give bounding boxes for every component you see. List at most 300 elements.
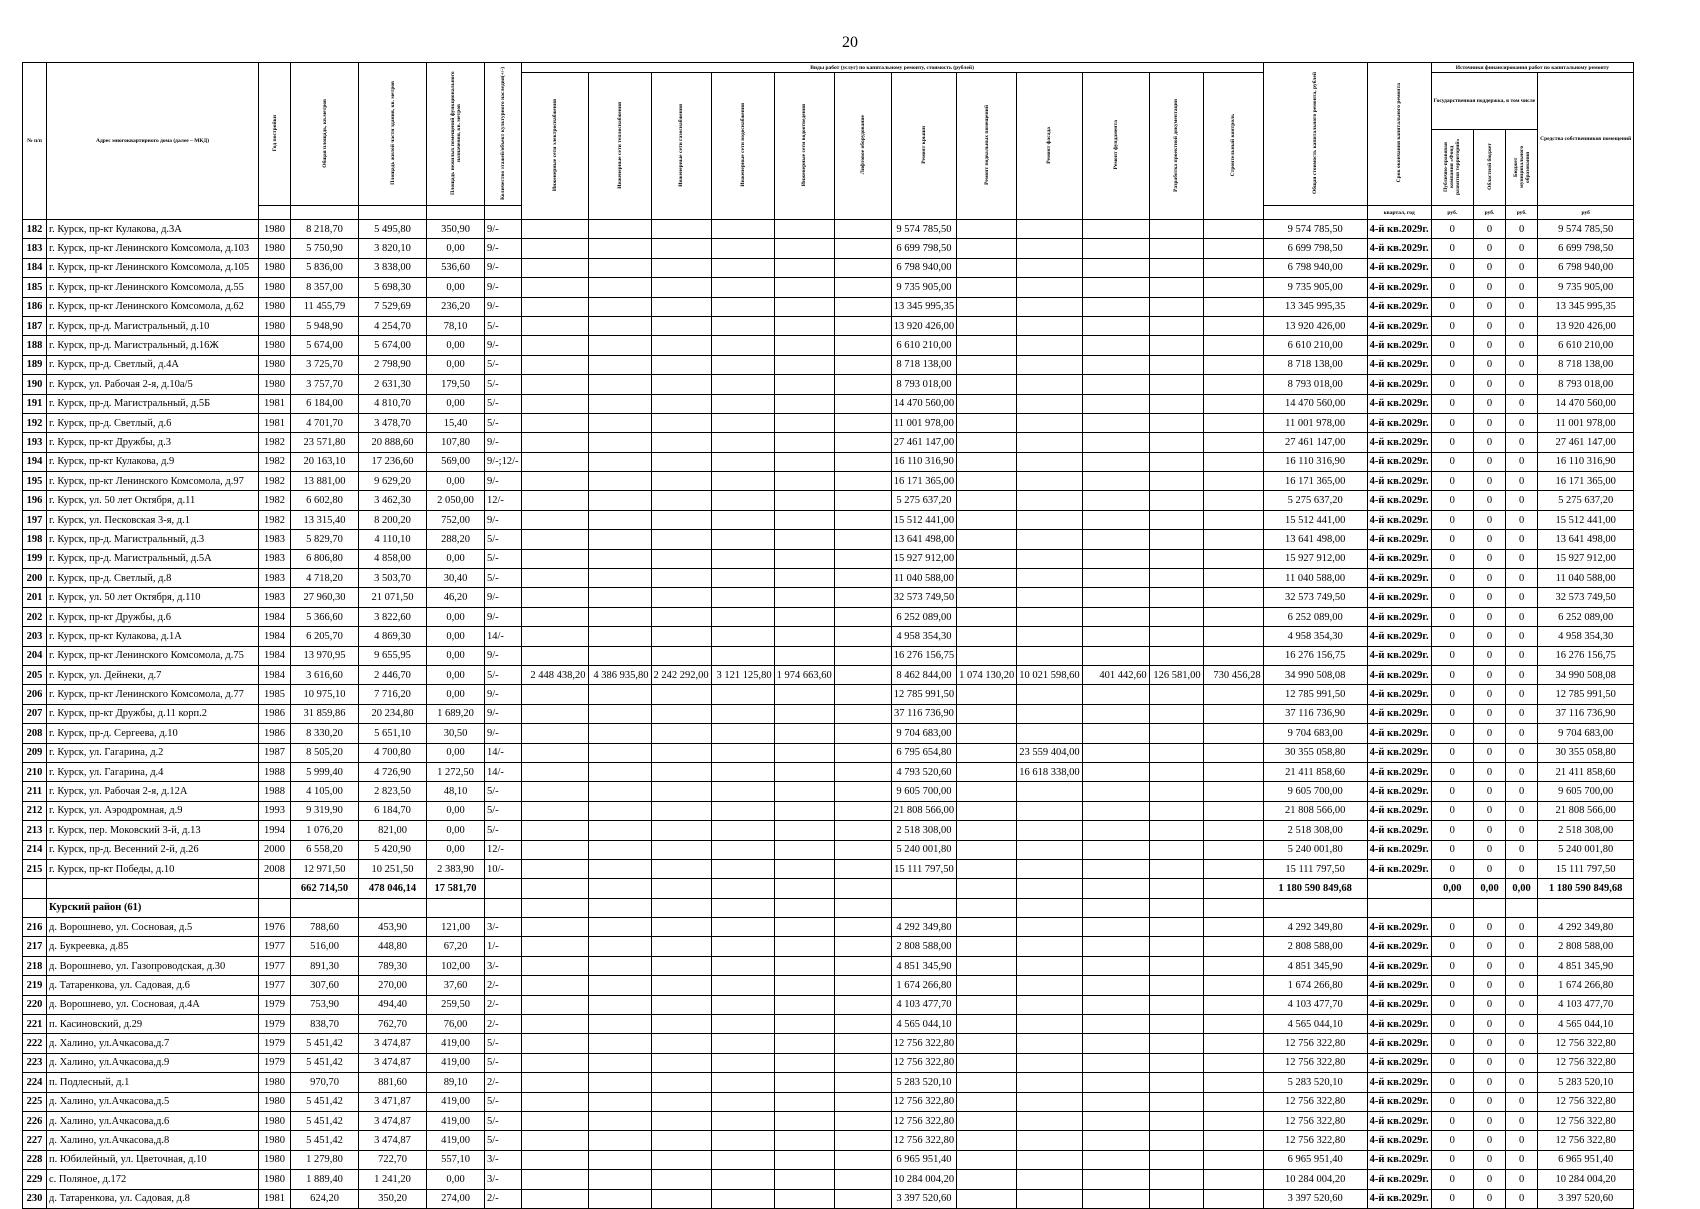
row-work-sewer bbox=[774, 646, 834, 665]
row-work-electric bbox=[521, 840, 588, 859]
row-nonres-area: 78,10 bbox=[427, 316, 485, 335]
row-nonres-area: 419,00 bbox=[427, 1053, 485, 1072]
totals-regional: 0,00 bbox=[1474, 879, 1506, 898]
row-work-basement bbox=[957, 1131, 1017, 1150]
row-deadline: 4-й кв.2029г. bbox=[1367, 549, 1431, 568]
row-fund: 0 bbox=[1431, 976, 1473, 995]
row-floors: 5/- bbox=[485, 1053, 522, 1072]
row-work-roof: 9 605 700,00 bbox=[891, 782, 956, 801]
row-nonres-area: 0,00 bbox=[427, 239, 485, 258]
row-owners: 3 397 520,60 bbox=[1538, 1189, 1634, 1208]
table-row bbox=[23, 588, 1634, 607]
row-work-foundation bbox=[1082, 297, 1149, 316]
row-address: г. Курск, пр-кт Кулакова, д.3А bbox=[47, 220, 259, 239]
row-work-roof: 4 793 520,60 bbox=[891, 762, 956, 781]
row-work-heat bbox=[588, 607, 651, 626]
row-number: 197 bbox=[23, 510, 47, 529]
row-regional: 0 bbox=[1474, 1053, 1506, 1072]
row-work-roof: 3 397 520,60 bbox=[891, 1189, 956, 1208]
row-work-roof: 11 040 588,00 bbox=[891, 569, 956, 588]
row-regional: 0 bbox=[1474, 452, 1506, 471]
row-nonres-area: 102,00 bbox=[427, 956, 485, 975]
row-work-facade bbox=[1017, 569, 1082, 588]
row-work-sewer bbox=[774, 1053, 834, 1072]
row-address: г. Курск, пр-кт Ленинского Комсомола, д.97 bbox=[47, 472, 259, 491]
row-living-area: 494,40 bbox=[359, 995, 427, 1014]
table-row bbox=[23, 956, 1634, 975]
row-total-area: 1 889,40 bbox=[291, 1170, 359, 1189]
row-work-elevator bbox=[834, 1189, 891, 1208]
row-work-water bbox=[711, 743, 774, 762]
row-work-control bbox=[1203, 1015, 1263, 1034]
row-fund: 0 bbox=[1431, 607, 1473, 626]
row-fund: 0 bbox=[1431, 530, 1473, 549]
row-work-gas bbox=[651, 743, 711, 762]
row-nonres-area: 274,00 bbox=[427, 1189, 485, 1208]
row-living-area: 3 820,10 bbox=[359, 239, 427, 258]
row-year: 1981 bbox=[259, 1189, 291, 1208]
row-total-area: 5 451,42 bbox=[291, 1092, 359, 1111]
row-floors: 9/-;12/- bbox=[485, 452, 522, 471]
row-living-area: 448,80 bbox=[359, 937, 427, 956]
row-total-cost: 10 284 004,20 bbox=[1263, 1170, 1367, 1189]
row-year: 1980 bbox=[259, 316, 291, 335]
row-work-sewer bbox=[774, 239, 834, 258]
header-work-elevator: Лифтовое оборудование bbox=[859, 115, 866, 175]
row-number: 228 bbox=[23, 1150, 47, 1169]
row-work-water bbox=[711, 394, 774, 413]
row-owners: 14 470 560,00 bbox=[1538, 394, 1634, 413]
row-work-facade bbox=[1017, 782, 1082, 801]
row-deadline: 4-й кв.2029г. bbox=[1367, 433, 1431, 452]
row-work-roof: 5 283 520,10 bbox=[891, 1073, 956, 1092]
row-total-area: 8 505,20 bbox=[291, 743, 359, 762]
row-work-roof: 6 610 210,00 bbox=[891, 336, 956, 355]
row-number: 199 bbox=[23, 549, 47, 568]
row-work-sewer bbox=[774, 491, 834, 510]
row-work-elevator bbox=[834, 549, 891, 568]
row-owners: 4 958 354,30 bbox=[1538, 627, 1634, 646]
row-number: 203 bbox=[23, 627, 47, 646]
row-work-foundation bbox=[1082, 1073, 1149, 1092]
row-regional: 0 bbox=[1474, 840, 1506, 859]
row-deadline: 4-й кв.2029г. bbox=[1367, 646, 1431, 665]
row-work-foundation: 401 442,60 bbox=[1082, 665, 1149, 684]
row-work-control bbox=[1203, 976, 1263, 995]
section-row bbox=[23, 898, 1634, 917]
row-work-sewer bbox=[774, 937, 834, 956]
table-row bbox=[23, 685, 1634, 704]
row-work-elevator bbox=[834, 394, 891, 413]
row-work-heat bbox=[588, 510, 651, 529]
row-total-area: 5 366,60 bbox=[291, 607, 359, 626]
row-total-cost: 9 704 683,00 bbox=[1263, 724, 1367, 743]
row-work-sewer bbox=[774, 956, 834, 975]
row-fund: 0 bbox=[1431, 297, 1473, 316]
row-work-sewer bbox=[774, 220, 834, 239]
row-total-area: 11 455,79 bbox=[291, 297, 359, 316]
row-work-sewer bbox=[774, 530, 834, 549]
row-owners: 15 512 441,00 bbox=[1538, 510, 1634, 529]
row-year: 1982 bbox=[259, 510, 291, 529]
row-work-control bbox=[1203, 278, 1263, 297]
row-municipal: 0 bbox=[1506, 336, 1538, 355]
row-work-facade bbox=[1017, 821, 1082, 840]
row-work-facade bbox=[1017, 394, 1082, 413]
header-cultural-object: Количество этажей/объект культурного наследия(+/-) bbox=[499, 66, 506, 200]
row-work-design bbox=[1149, 840, 1203, 859]
row-work-elevator bbox=[834, 646, 891, 665]
row-work-sewer bbox=[774, 1073, 834, 1092]
row-work-heat bbox=[588, 1073, 651, 1092]
row-deadline: 4-й кв.2029г. bbox=[1367, 976, 1431, 995]
row-owners: 12 756 322,80 bbox=[1538, 1053, 1634, 1072]
row-work-control bbox=[1203, 937, 1263, 956]
table-row bbox=[23, 510, 1634, 529]
row-work-facade bbox=[1017, 355, 1082, 374]
row-work-heat bbox=[588, 801, 651, 820]
header-owners: Средства собственников помещений bbox=[1538, 73, 1634, 206]
table-row bbox=[23, 762, 1634, 781]
row-year: 1983 bbox=[259, 549, 291, 568]
row-address: г. Курск, пр-кт Дружбы, д.3 bbox=[47, 433, 259, 452]
row-work-basement bbox=[957, 433, 1017, 452]
row-floors: 5/- bbox=[485, 821, 522, 840]
row-work-water bbox=[711, 937, 774, 956]
row-work-foundation bbox=[1082, 918, 1149, 937]
row-total-area: 8 357,00 bbox=[291, 278, 359, 297]
row-owners: 1 674 266,80 bbox=[1538, 976, 1634, 995]
row-work-roof: 13 920 426,00 bbox=[891, 316, 956, 335]
row-total-area: 12 971,50 bbox=[291, 859, 359, 878]
row-living-area: 5 674,00 bbox=[359, 336, 427, 355]
header-fund: Публично-правовая компания «Фонд развития территорий» bbox=[1443, 138, 1462, 195]
row-work-sewer bbox=[774, 821, 834, 840]
row-floors: 9/- bbox=[485, 297, 522, 316]
row-work-gas bbox=[651, 704, 711, 723]
row-address: г. Курск, пр-кт Победы, д.10 bbox=[47, 859, 259, 878]
row-fund: 0 bbox=[1431, 801, 1473, 820]
row-living-area: 1 241,20 bbox=[359, 1170, 427, 1189]
row-work-roof: 37 116 736,90 bbox=[891, 704, 956, 723]
row-total-cost: 6 798 940,00 bbox=[1263, 258, 1367, 277]
row-number: 207 bbox=[23, 704, 47, 723]
row-total-cost: 4 958 354,30 bbox=[1263, 627, 1367, 646]
row-living-area: 3 474,87 bbox=[359, 1131, 427, 1150]
row-work-basement bbox=[957, 375, 1017, 394]
row-work-water bbox=[711, 821, 774, 840]
row-work-basement bbox=[957, 1189, 1017, 1208]
row-work-electric bbox=[521, 646, 588, 665]
row-deadline: 4-й кв.2029г. bbox=[1367, 1053, 1431, 1072]
row-regional: 0 bbox=[1474, 607, 1506, 626]
row-address: г. Курск, пр-кт Ленинского Комсомола, д.103 bbox=[47, 239, 259, 258]
row-number: 182 bbox=[23, 220, 47, 239]
row-municipal: 0 bbox=[1506, 685, 1538, 704]
row-work-design bbox=[1149, 821, 1203, 840]
row-total-area: 5 451,42 bbox=[291, 1053, 359, 1072]
row-address: г. Курск, ул. Рабочая 2-я, д.10а/5 bbox=[47, 375, 259, 394]
row-work-design bbox=[1149, 220, 1203, 239]
row-municipal: 0 bbox=[1506, 433, 1538, 452]
row-fund: 0 bbox=[1431, 1131, 1473, 1150]
row-total-area: 5 999,40 bbox=[291, 762, 359, 781]
row-fund: 0 bbox=[1431, 491, 1473, 510]
row-work-facade bbox=[1017, 627, 1082, 646]
row-work-gas bbox=[651, 995, 711, 1014]
row-work-design bbox=[1149, 355, 1203, 374]
row-floors: 9/- bbox=[485, 724, 522, 743]
row-total-area: 5 836,00 bbox=[291, 258, 359, 277]
row-deadline: 4-й кв.2029г. bbox=[1367, 1111, 1431, 1130]
row-work-control bbox=[1203, 239, 1263, 258]
row-municipal: 0 bbox=[1506, 1189, 1538, 1208]
row-owners: 12 756 322,80 bbox=[1538, 1034, 1634, 1053]
row-work-design bbox=[1149, 239, 1203, 258]
row-work-gas bbox=[651, 220, 711, 239]
row-year: 1980 bbox=[259, 297, 291, 316]
row-address: п. Касиновский, д.29 bbox=[47, 1015, 259, 1034]
row-work-facade bbox=[1017, 1150, 1082, 1169]
row-total-cost: 6 699 798,50 bbox=[1263, 239, 1367, 258]
row-work-facade bbox=[1017, 801, 1082, 820]
row-work-design bbox=[1149, 1015, 1203, 1034]
row-regional: 0 bbox=[1474, 724, 1506, 743]
row-living-area: 2 798,90 bbox=[359, 355, 427, 374]
row-municipal: 0 bbox=[1506, 801, 1538, 820]
row-work-elevator bbox=[834, 258, 891, 277]
row-work-foundation bbox=[1082, 413, 1149, 432]
header-year: Год постройки bbox=[271, 114, 278, 152]
row-number: 216 bbox=[23, 918, 47, 937]
table-row bbox=[23, 607, 1634, 626]
row-living-area: 821,00 bbox=[359, 821, 427, 840]
row-work-heat bbox=[588, 782, 651, 801]
row-year: 1980 bbox=[259, 1092, 291, 1111]
row-municipal: 0 bbox=[1506, 918, 1538, 937]
row-work-electric bbox=[521, 627, 588, 646]
row-work-heat bbox=[588, 588, 651, 607]
row-regional: 0 bbox=[1474, 1150, 1506, 1169]
table-row bbox=[23, 1131, 1634, 1150]
row-total-cost: 3 397 520,60 bbox=[1263, 1189, 1367, 1208]
row-address: г. Курск, пр-д. Магистральный, д.16Ж bbox=[47, 336, 259, 355]
row-work-sewer bbox=[774, 801, 834, 820]
row-work-water bbox=[711, 491, 774, 510]
row-work-control bbox=[1203, 355, 1263, 374]
row-regional: 0 bbox=[1474, 278, 1506, 297]
row-work-control bbox=[1203, 1131, 1263, 1150]
row-owners: 6 798 940,00 bbox=[1538, 258, 1634, 277]
table-row bbox=[23, 1073, 1634, 1092]
row-work-roof: 10 284 004,20 bbox=[891, 1170, 956, 1189]
row-work-heat bbox=[588, 336, 651, 355]
row-living-area: 789,30 bbox=[359, 956, 427, 975]
row-work-design bbox=[1149, 762, 1203, 781]
row-address: д. Халино, ул.Ачкасова,д.7 bbox=[47, 1034, 259, 1053]
row-work-elevator bbox=[834, 685, 891, 704]
row-work-heat bbox=[588, 1111, 651, 1130]
row-work-facade bbox=[1017, 1170, 1082, 1189]
row-number: 220 bbox=[23, 995, 47, 1014]
row-living-area: 3 478,70 bbox=[359, 413, 427, 432]
row-work-design bbox=[1149, 472, 1203, 491]
row-work-control: 730 456,28 bbox=[1203, 665, 1263, 684]
row-work-sewer bbox=[774, 1034, 834, 1053]
row-work-heat bbox=[588, 1170, 651, 1189]
row-work-elevator bbox=[834, 220, 891, 239]
row-work-design bbox=[1149, 1092, 1203, 1111]
row-work-facade bbox=[1017, 976, 1082, 995]
row-work-roof: 8 793 018,00 bbox=[891, 375, 956, 394]
row-deadline: 4-й кв.2029г. bbox=[1367, 472, 1431, 491]
row-total-area: 516,00 bbox=[291, 937, 359, 956]
row-nonres-area: 1 272,50 bbox=[427, 762, 485, 781]
row-work-facade bbox=[1017, 336, 1082, 355]
row-work-basement bbox=[957, 316, 1017, 335]
row-number: 185 bbox=[23, 278, 47, 297]
row-work-elevator bbox=[834, 724, 891, 743]
row-fund: 0 bbox=[1431, 1053, 1473, 1072]
row-regional: 0 bbox=[1474, 1034, 1506, 1053]
row-regional: 0 bbox=[1474, 743, 1506, 762]
row-address: г. Курск, пр-д. Светлый, д.4А bbox=[47, 355, 259, 374]
row-total-cost: 32 573 749,50 bbox=[1263, 588, 1367, 607]
row-number: 195 bbox=[23, 472, 47, 491]
row-number: 209 bbox=[23, 743, 47, 762]
row-municipal: 0 bbox=[1506, 976, 1538, 995]
row-work-electric bbox=[521, 375, 588, 394]
row-work-heat: 4 386 935,80 bbox=[588, 665, 651, 684]
row-owners: 12 785 991,50 bbox=[1538, 685, 1634, 704]
row-work-foundation bbox=[1082, 549, 1149, 568]
row-floors: 5/- bbox=[485, 549, 522, 568]
row-work-facade bbox=[1017, 549, 1082, 568]
row-owners: 32 573 749,50 bbox=[1538, 588, 1634, 607]
row-work-facade bbox=[1017, 859, 1082, 878]
row-owners: 5 240 001,80 bbox=[1538, 840, 1634, 859]
row-year: 1980 bbox=[259, 1111, 291, 1130]
row-living-area: 8 200,20 bbox=[359, 510, 427, 529]
row-owners: 5 275 637,20 bbox=[1538, 491, 1634, 510]
row-work-roof: 14 470 560,00 bbox=[891, 394, 956, 413]
row-work-control bbox=[1203, 627, 1263, 646]
totals-total-area: 662 714,50 bbox=[291, 879, 359, 898]
row-deadline: 4-й кв.2029г. bbox=[1367, 840, 1431, 859]
row-living-area: 6 184,70 bbox=[359, 801, 427, 820]
row-work-roof: 9 704 683,00 bbox=[891, 724, 956, 743]
row-work-facade bbox=[1017, 491, 1082, 510]
row-work-elevator bbox=[834, 1170, 891, 1189]
row-work-roof: 15 927 912,00 bbox=[891, 549, 956, 568]
row-deadline: 4-й кв.2029г. bbox=[1367, 297, 1431, 316]
row-total-cost: 5 275 637,20 bbox=[1263, 491, 1367, 510]
row-living-area: 5 698,30 bbox=[359, 278, 427, 297]
row-work-roof: 6 795 654,80 bbox=[891, 743, 956, 762]
row-work-water bbox=[711, 995, 774, 1014]
row-fund: 0 bbox=[1431, 1015, 1473, 1034]
row-nonres-area: 0,00 bbox=[427, 627, 485, 646]
table-row bbox=[23, 840, 1634, 859]
row-address: п. Подлесный, д.1 bbox=[47, 1073, 259, 1092]
row-work-elevator bbox=[834, 278, 891, 297]
row-total-cost: 5 240 001,80 bbox=[1263, 840, 1367, 859]
row-total-area: 6 602,80 bbox=[291, 491, 359, 510]
row-work-basement bbox=[957, 510, 1017, 529]
row-living-area: 4 726,90 bbox=[359, 762, 427, 781]
row-floors: 5/- bbox=[485, 1092, 522, 1111]
row-total-cost: 21 411 858,60 bbox=[1263, 762, 1367, 781]
row-work-heat bbox=[588, 762, 651, 781]
row-work-basement bbox=[957, 394, 1017, 413]
row-owners: 4 292 349,80 bbox=[1538, 918, 1634, 937]
row-work-control bbox=[1203, 685, 1263, 704]
row-work-gas bbox=[651, 433, 711, 452]
row-work-sewer bbox=[774, 1189, 834, 1208]
row-work-control bbox=[1203, 724, 1263, 743]
row-year: 1984 bbox=[259, 646, 291, 665]
row-living-area: 2 446,70 bbox=[359, 665, 427, 684]
row-living-area: 453,90 bbox=[359, 918, 427, 937]
row-number: 202 bbox=[23, 607, 47, 626]
row-regional: 0 bbox=[1474, 995, 1506, 1014]
row-work-electric bbox=[521, 859, 588, 878]
row-municipal: 0 bbox=[1506, 278, 1538, 297]
row-number: 222 bbox=[23, 1034, 47, 1053]
row-address: д. Букреевка, д.85 bbox=[47, 937, 259, 956]
row-living-area: 270,00 bbox=[359, 976, 427, 995]
header-living-area: Площадь жилой части здания, кв. метров bbox=[389, 81, 396, 185]
row-work-foundation bbox=[1082, 1015, 1149, 1034]
row-regional: 0 bbox=[1474, 588, 1506, 607]
row-work-heat bbox=[588, 956, 651, 975]
row-work-gas bbox=[651, 1131, 711, 1150]
row-regional: 0 bbox=[1474, 336, 1506, 355]
row-regional: 0 bbox=[1474, 801, 1506, 820]
row-work-sewer bbox=[774, 743, 834, 762]
row-work-design bbox=[1149, 297, 1203, 316]
row-nonres-area: 419,00 bbox=[427, 1034, 485, 1053]
row-owners: 34 990 508,08 bbox=[1538, 665, 1634, 684]
row-work-gas bbox=[651, 588, 711, 607]
row-work-gas bbox=[651, 1053, 711, 1072]
row-work-control bbox=[1203, 1111, 1263, 1130]
row-number: 223 bbox=[23, 1053, 47, 1072]
row-year: 1980 bbox=[259, 278, 291, 297]
row-total-cost: 16 171 365,00 bbox=[1263, 472, 1367, 491]
row-work-control bbox=[1203, 375, 1263, 394]
row-work-basement: 1 074 130,20 bbox=[957, 665, 1017, 684]
row-work-basement bbox=[957, 782, 1017, 801]
row-work-heat bbox=[588, 472, 651, 491]
row-work-heat bbox=[588, 220, 651, 239]
row-work-water bbox=[711, 510, 774, 529]
row-address: г. Курск, ул. Аэродромная, д.9 bbox=[47, 801, 259, 820]
row-work-gas bbox=[651, 375, 711, 394]
row-regional: 0 bbox=[1474, 297, 1506, 316]
row-number: 201 bbox=[23, 588, 47, 607]
row-work-design bbox=[1149, 1131, 1203, 1150]
row-fund: 0 bbox=[1431, 472, 1473, 491]
row-deadline: 4-й кв.2029г. bbox=[1367, 239, 1431, 258]
row-floors: 9/- bbox=[485, 220, 522, 239]
row-work-water bbox=[711, 840, 774, 859]
row-work-heat bbox=[588, 375, 651, 394]
row-work-foundation bbox=[1082, 1053, 1149, 1072]
row-regional: 0 bbox=[1474, 1111, 1506, 1130]
table-row bbox=[23, 278, 1634, 297]
row-year: 2000 bbox=[259, 840, 291, 859]
